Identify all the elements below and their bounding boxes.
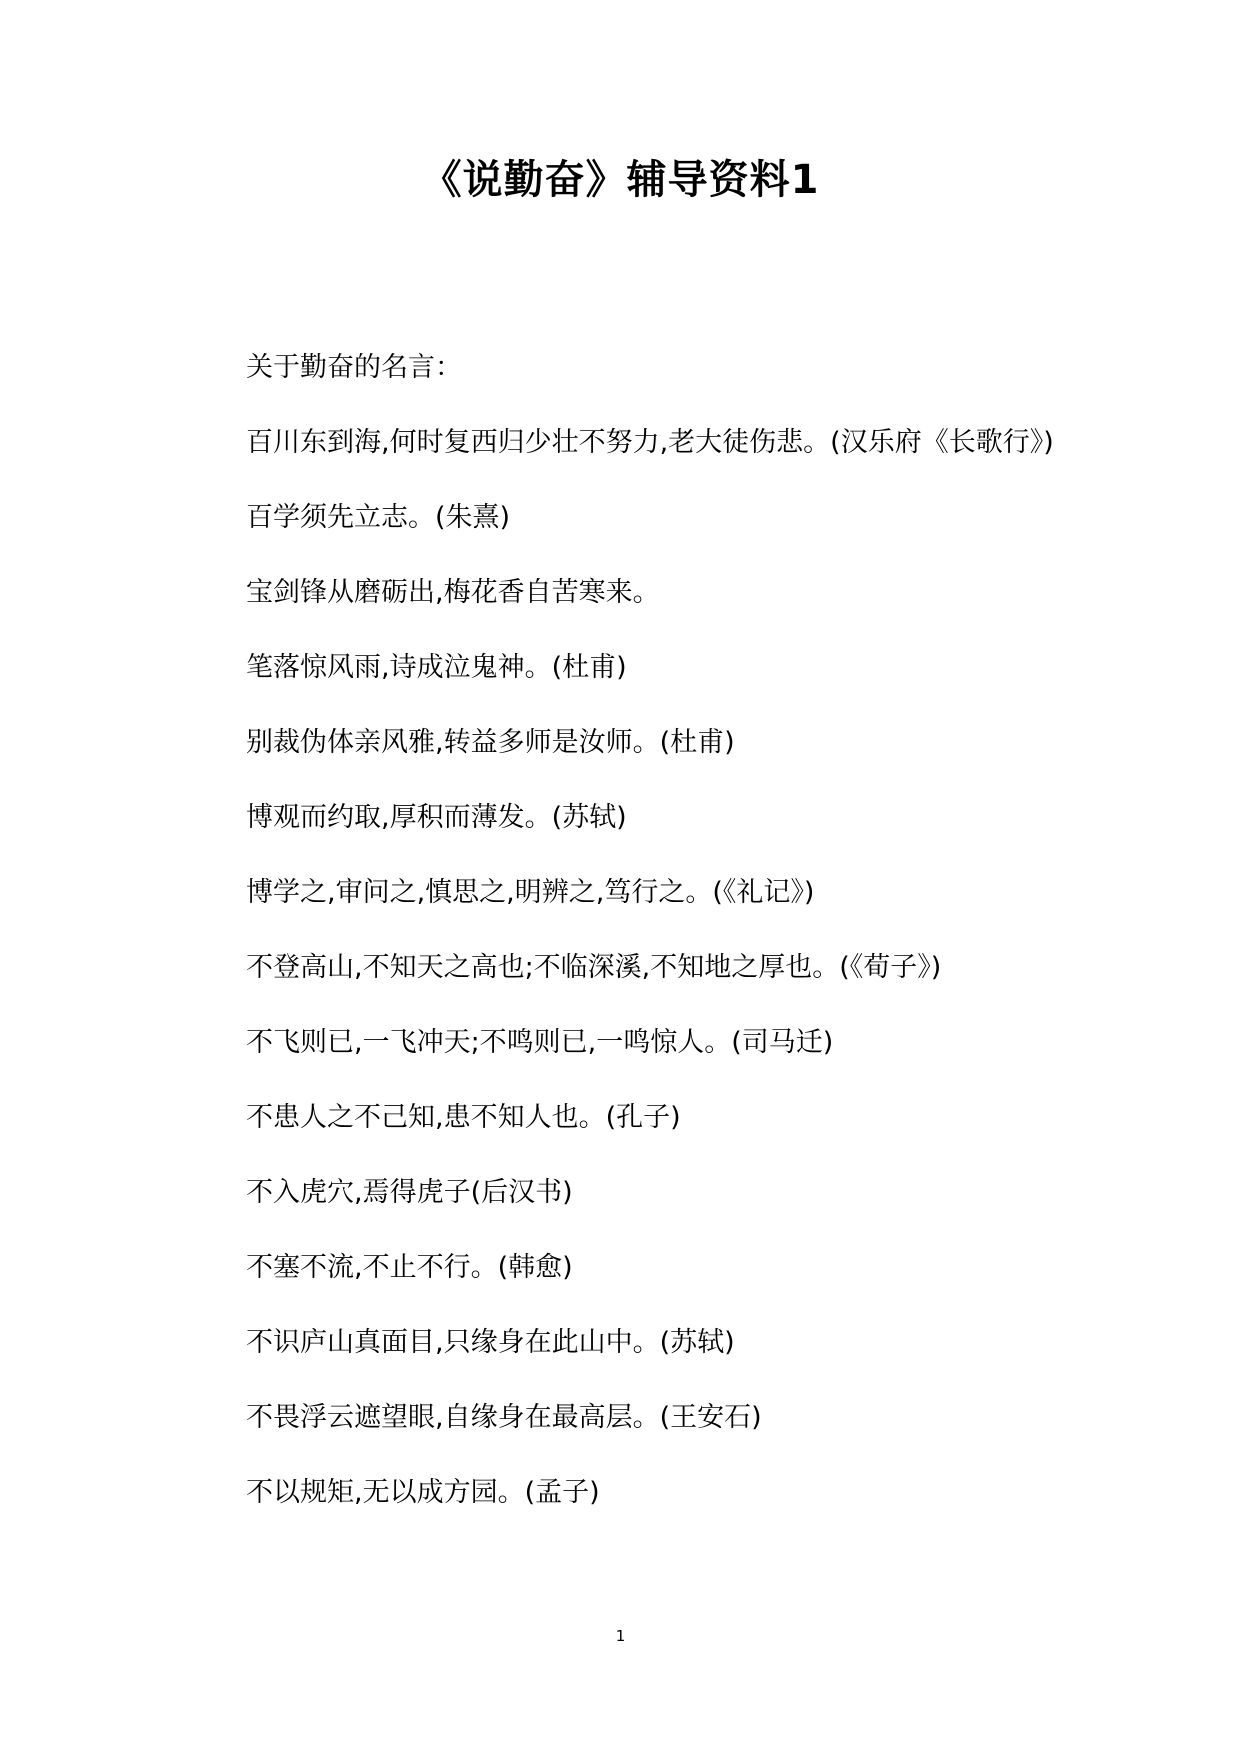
quote-paragraph: 不登高山,不知天之高也;不临深溪,不知地之厚也。(《荀子》) <box>246 952 942 983</box>
quote-paragraph: 不飞则已,一飞冲天;不鸣则已,一鸣惊人。(司马迁) <box>246 1027 834 1058</box>
quote-paragraph: 博学之,审问之,慎思之,明辨之,笃行之。(《礼记》) <box>246 877 815 908</box>
quote-paragraph: 别裁伪体亲风雅,转益多师是汝师。(杜甫) <box>246 727 735 758</box>
quote-paragraph: 百川东到海,何时复西归少壮不努力,老大徒伤悲。(汉乐府《长歌行》) <box>246 427 1054 458</box>
quote-paragraph: 不识庐山真面目,只缘身在此山中。(苏轼) <box>246 1327 735 1358</box>
quote-paragraph: 笔落惊风雨,诗成泣鬼神。(杜甫) <box>246 652 627 683</box>
quote-paragraph: 不畏浮云遮望眼,自缘身在最高层。(王安石) <box>246 1402 762 1433</box>
page-number: 1 <box>615 1627 626 1645</box>
quote-paragraph: 不以规矩,无以成方园。(孟子) <box>246 1477 600 1508</box>
document-body <box>190 330 1060 1530</box>
quote-paragraph: 宝剑锋从磨砺出,梅花香自苦寒来。 <box>246 577 660 608</box>
quote-paragraph: 不患人之不己知,患不知人也。(孔子) <box>246 1102 681 1133</box>
quote-paragraph: 不塞不流,不止不行。(韩愈) <box>246 1252 573 1283</box>
document-title: 《说勤奋》辅导资料1 <box>421 157 820 203</box>
paragraph-intro: 关于勤奋的名言： <box>246 352 462 383</box>
quote-paragraph: 不入虎穴,焉得虎子(后汉书) <box>246 1177 573 1208</box>
quote-paragraph: 百学须先立志。(朱熹) <box>246 502 511 533</box>
quote-paragraph: 博观而约取,厚积而薄发。(苏轼) <box>246 802 627 833</box>
